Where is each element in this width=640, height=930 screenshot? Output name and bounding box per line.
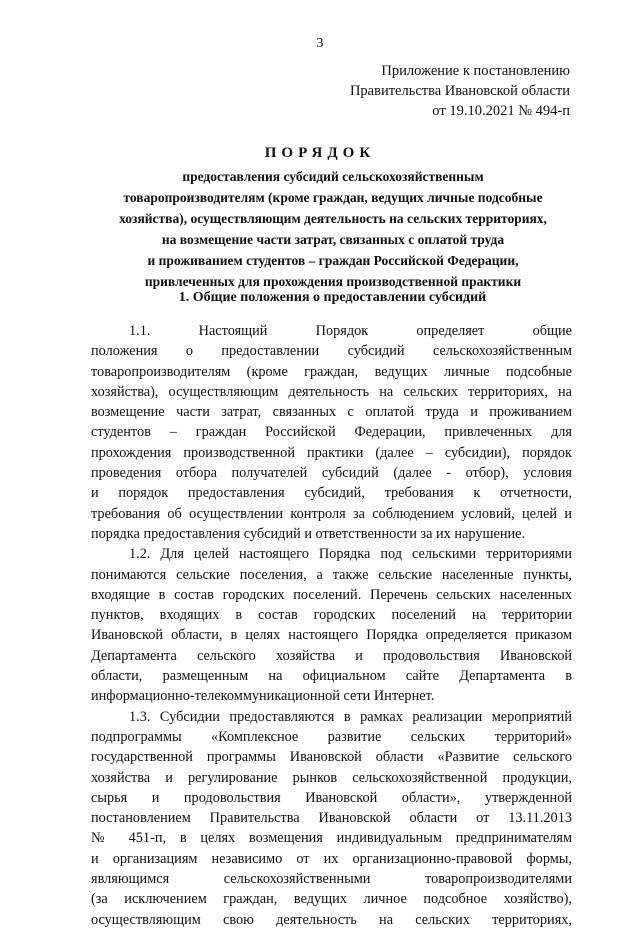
paragraph-line: товаропроизводителям (кроме граждан, ведущих личные подсобные [91, 363, 572, 380]
paragraph-line: Ивановской области, в целях настоящего Порядка определяется приказом [91, 627, 572, 644]
page-number: 3 [316, 36, 324, 51]
subtitle-line: товаропроизводителям (кроме граждан, ведущих личные подсобные [123, 190, 543, 205]
paragraph-line: прохождения производственной практики (далее – субсидии), порядок [91, 444, 572, 461]
subtitle-line: и проживанием студентов – граждан Российской Федерации, [147, 253, 519, 268]
paragraph-line: возмещение части затрат, связанных с оплатой труда и проживанием [91, 404, 572, 421]
paragraph-line: проведения отбора получателей субсидий (далее - отбор), условия [91, 465, 572, 482]
paragraph-line: порядка предоставления субсидий и ответственности за их нарушение. [91, 525, 526, 542]
subtitle-line: хозяйства), осуществляющим деятельность на сельских территориях, [119, 211, 547, 226]
body-text [91, 321, 572, 930]
paragraph-line: постановлением Правительства Ивановской области от 13.11.2013 [91, 810, 572, 827]
paragraph-line: Департамента сельского хозяйства и продовольствия Ивановской [91, 647, 572, 664]
paragraph-line: 1.2. Для целей настоящего Порядка под сельскими территориями [129, 546, 572, 563]
paragraph-line: и организациям независимо от их организационно-правовой формы, [91, 850, 572, 867]
paragraph-line: подпрограммы «Комплексное развитие сельских территорий» [91, 728, 572, 745]
subtitle-line: привлеченных для прохождения производственной практики [144, 274, 522, 289]
paragraph-line: хозяйства и регулирование рынков сельскохозяйственной продукции, [91, 769, 572, 786]
paragraph-line: положения о предоставлении субсидий сельскохозяйственным [91, 343, 572, 360]
document-title: ПОРЯДОК [264, 145, 376, 161]
paragraph-line: требования об осуществлении контроля за соблюдением условий, целей и [91, 505, 572, 522]
paragraph-line: пунктов, входящих в состав городских поселений на территории [91, 607, 572, 624]
appendix-block [350, 61, 570, 121]
appendix-line: Правительства Ивановской области [349, 83, 570, 99]
appendix-line: от 19.10.2021 № 494-п [432, 103, 570, 119]
paragraph-line: входящие в состав городских поселений. Перечень сельских населенных [91, 586, 572, 603]
paragraph-line: сырья и продовольствия Ивановской области», утвержденной [91, 789, 572, 806]
subtitle-line: на возмещение части затрат, связанных с оплатой труда [161, 232, 505, 247]
subtitle-line: предоставления субсидий сельскохозяйственным [182, 169, 484, 184]
section-heading: 1. Общие положения о предоставлении субсидий [178, 290, 487, 305]
paragraph-line: 1.3. Субсидии предоставляются в рамках реализации мероприятий [129, 708, 572, 725]
paragraph-line: осуществляющим свою деятельность на сельских территориях, [91, 911, 572, 928]
document-subtitle [98, 166, 568, 292]
paragraph-line: студентов – граждан Российской Федерации, привлеченных для [91, 424, 572, 441]
paragraph-line: 1.1. Настоящий Порядок определяет общие [129, 323, 572, 339]
paragraph-line: (за исключением граждан, ведущих личное подсобное хозяйство), [91, 891, 572, 908]
paragraph-line: и порядок предоставления субсидий, требования к отчетности, [91, 485, 572, 502]
appendix-line: Приложение к постановлению [381, 63, 570, 79]
paragraph-line: государственной программы Ивановской области «Развитие сельского [91, 749, 572, 766]
paragraph-line: являющимся сельскохозяйственными товаропроизводителями [91, 871, 572, 888]
paragraph-line: понимаются сельские поселения, а также сельские населенные пункты, [91, 566, 572, 583]
paragraph-line: хозяйства), осуществляющим деятельность на сельских территориях, на [91, 383, 572, 400]
paragraph-line: области, размещенным на официальном сайте Департамента в [91, 668, 572, 685]
paragraph-line: № 451-п, в целях возмещения индивидуальным предпринимателям [91, 830, 572, 847]
paragraph-line: информационно-телекоммуникационной сети Интернет. [91, 688, 435, 705]
